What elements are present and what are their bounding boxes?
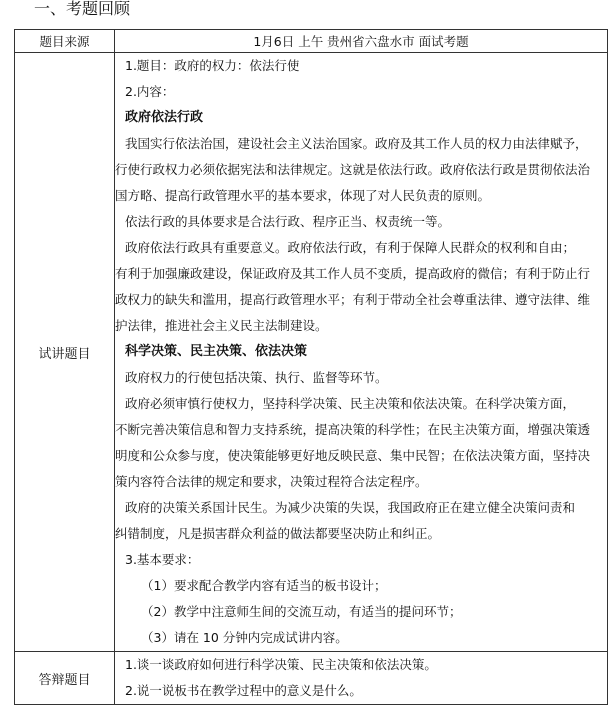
text-line: （1）要求配合教学内容有适当的板书设计； [141, 578, 387, 593]
text-line: 纠错制度，凡是损害群众利益的做法都要坚决防止和纠正。 [115, 526, 441, 541]
defense-row [15, 652, 608, 705]
section-heading: 一、考题回顾 [34, 0, 131, 18]
text-line: 1.谈一谈政府如何进行科学决策、民主决策和依法决策。 [125, 657, 437, 672]
text-line: 科学决策、民主决策、依法决策 [125, 344, 308, 359]
defense-label: 答辩题目 [15, 652, 115, 705]
text-line: 政权力的缺失和滥用，提高行政管理水平；有利于带动全社会尊重法律、遵守法律、维 [115, 292, 591, 307]
lecture-label: 试讲题目 [15, 53, 115, 652]
text-line: （2）教学中注意师生间的交流互动，有适当的提问环节； [141, 604, 462, 619]
text-line: 2.说一说板书在教学过程中的意义是什么。 [125, 683, 362, 698]
source-row [15, 30, 608, 53]
text-line: 政府必须审慎行使权力，坚持科学决策、民主决策和依法决策。在科学决策方面， [125, 396, 576, 411]
text-line: 依法行政的具体要求是合法行政、程序正当、权责统一等。 [125, 214, 451, 229]
lecture-content [115, 53, 608, 652]
text-line: 2.内容： [125, 84, 175, 99]
text-line: 政府的决策关系国计民生。为减少决策的失误，我国政府正在建立健全决策问责和 [125, 500, 576, 515]
text-line: 行使行政权力必须依据宪法和法律规定。这就是依法行政。政府依法行政是贯彻依法治 [115, 162, 591, 177]
source-value: 1月6日 上午 贵州省六盘水市 面试考题 [115, 30, 608, 53]
text-line: 1.题目：政府的权力：依法行使 [125, 58, 300, 73]
lecture-row [15, 53, 608, 652]
text-line: 政府权力的行使包括决策、执行、监督等环节。 [125, 370, 388, 385]
text-line: 政府依法行政具有重要意义。政府依法行政，有利于保障人民群众的权利和自由； [125, 240, 576, 255]
text-line: 我国实行依法治国，建设社会主义法治国家。政府及其工作人员的权力由法律赋予， [125, 136, 588, 151]
source-label: 题目来源 [15, 30, 115, 53]
defense-content [115, 652, 608, 705]
text-line: 政府依法行政 [125, 110, 204, 125]
text-line: 国方略、提高行政管理水平的基本要求，体现了对人民负责的原则。 [115, 188, 491, 203]
text-line: （3）请在 10 分钟内完成试讲内容。 [141, 630, 348, 645]
text-line: 不断完善决策信息和智力支持系统，提高决策的科学性；在民主决策方面，增强决策透 [115, 422, 591, 437]
text-line: 有利于加强廉政建设，保证政府及其工作人员不变质，提高政府的微信；有利于防止行 [115, 266, 591, 281]
text-line: 策内容符合法律的规定和要求，决策过程符合法定程序。 [115, 474, 428, 489]
text-line: 3.基本要求： [125, 552, 200, 567]
exam-question-table [14, 29, 608, 705]
text-line: 护法律，推进社会主义民主法制建设。 [115, 318, 328, 333]
text-line: 明度和公众参与度，使决策能够更好地反映民意、集中民智；在依法决策方面，坚持决 [115, 448, 591, 463]
